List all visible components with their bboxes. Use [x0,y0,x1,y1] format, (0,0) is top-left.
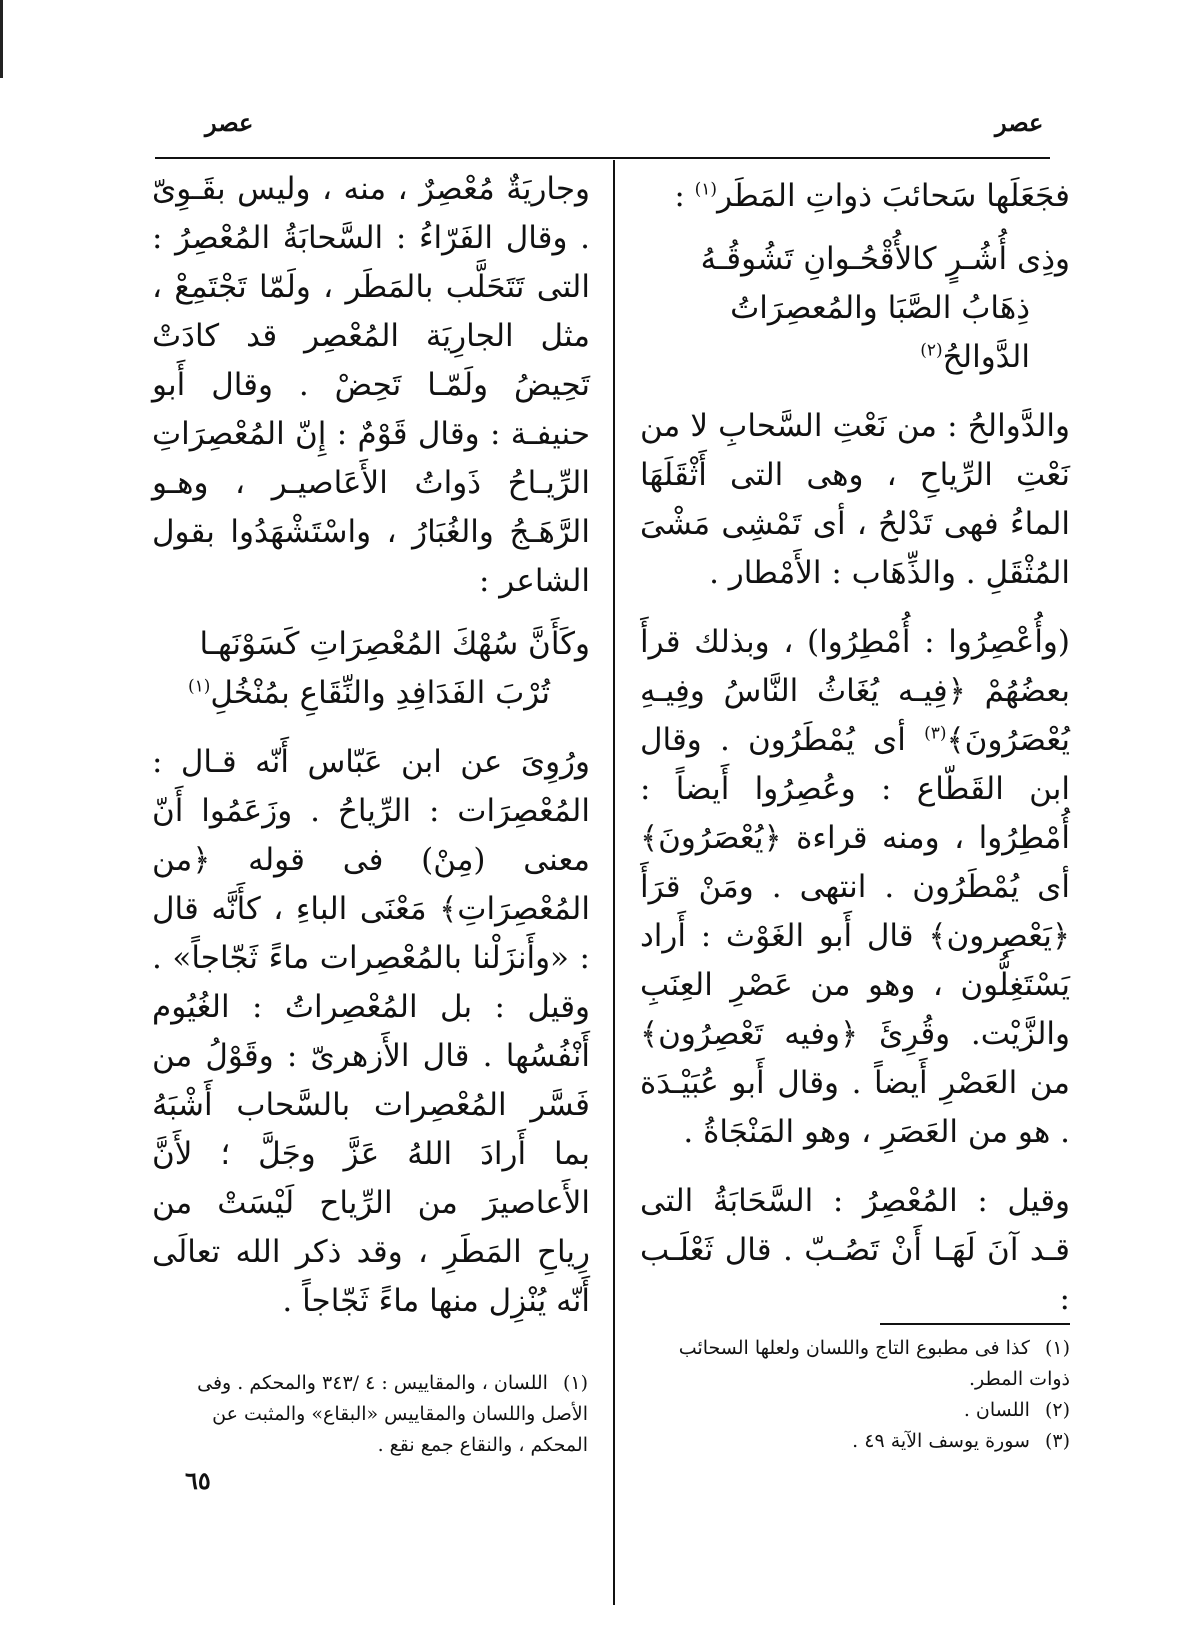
verse-hemistich-1: وكَأَنَّ سُهْكَ المُعْصِرَاتِ كَسَوْنَهـا [199,626,590,662]
paragraph: وجاريَةٌ مُعْصِرٌ ، منه ، وليس بقَـوِىّ . وقال الفَرّاءُ : السَّحابَةُ المُعْصِرُ : التى تَتَحَلَّب بالمَطَر ، ولَمّا تَجْتَمِعْ ، مثل الجارِيَة المُعْصِر قد كادَتْ تَحِيضُ ولَمّـا تَحِضْ . وقال أَبو حنيفـة : وقال قَوْمٌ : إِنّ المُعْصِرَاتِ الرِّيـاحُ ذَواتُ الأَعَاصيـر ، وهـو الرَّهَـجُ والغُبَارُ ، واسْتَشْهَدُوا بقول الشاعر : [152,171,590,599]
paragraph: وقيل : المُعْصِرُ : السَّحَابَةُ التى قـد آنَ لَهَـا أَنْ تَصُـبّ . قال ثَعْلَـب : [640,1183,1070,1317]
poetry-verse [640,235,1070,382]
verse-hemistich-2: تُرْبَ الفَدَافِدِ والنِّقَاعِ بمُنْخُلِ$^{(١)}$ [187,675,550,711]
footnote-marker: (١) [187,676,211,697]
verse-hemistich-1: وذِى أُشُـرٍ كالأُقْحُـوانِ تَشُوقُـهُ [700,241,1070,277]
footnote-rule-right [880,1323,1070,1325]
paragraph: (وأُعْصِرُوا : أُمْطِرُوا) ، وبذلك قرأَ بعضُهُمْ ﴿فِيـه يُغَاثُ النَّاسُ وفِيـهِ يُعْصَرُونَ﴾$^{(٣)}$ أى يُمْطَرُون . وقال ابن القَطّاع : وعُصِرُوا أَيضاً : أُمْطِرُوا ، ومنه قراءة ﴿يُعْصَرُونَ﴾ أى يُمْطَرُون . انتهى . ومَنْ قرَأَ ﴿يَعْصِرون﴾ قال أَبو الغَوْث : أَراد يَسْتَغِلُّون ، وهو من عَصْرِ العِنَبِ والزَّيْت. وقُرِئَ ﴿وفيه تَعْصِرُون﴾ من العَصْرِ أَيضاً . وقال أَبو عُبَيْـدَة . هو من العَصَرِ ، وهو المَنْجَاةُ . [640,624,1070,1150]
footnotes-left [150,1368,588,1461]
scan-edge-mark [0,0,3,78]
footnotes-right [640,1333,1070,1457]
page-number: ٦٥ [185,1466,211,1495]
verse-hemistich-2: ذِهَابُ الصَّبَا والمُعصِرَاتُ الدَّوالحُ$^{(٢)}$ [730,290,1030,375]
footnote: (٢) اللسان . [963,1399,1070,1421]
footnote: (١) اللسان ، والمقاييس : ٤ /٣٤٣ والمحكم . وفى الأصل واللسان والمقاييس «البقاع» والمثبت عن المحكم ، والنقاع جمع نقع . [197,1372,588,1456]
header-rule [155,157,1050,159]
column-divider [613,160,615,1605]
footnote-marker: (٣) [924,723,947,744]
paragraph: والدَّوالحُ : من نَعْتِ السَّحابِ لا من نَعْتِ الرِّياحِ ، وهى التى أَثْقَلَهَا الماءُ فهى تَدْلحُ ، أى تَمْشِى مَشْىَ المُثْقَلِ . والذِّهَاب : الأَمْطار . [640,408,1070,591]
footnote-marker: (٢) [920,340,943,361]
paragraph: فجَعَلَها سَحائبَ ذواتِ المَطَر$^{(١)}$ : [674,178,1070,214]
left-column [152,165,590,1326]
running-header-right: عصر [995,108,1044,137]
right-column [640,172,1070,1324]
footnote: (٣) سورة يوسف الآية ٤٩ . [852,1430,1070,1452]
poetry-verse [152,620,590,718]
footnote-marker: (١) [694,179,718,200]
footnote: (١) كذا فى مطبوع التاج واللسان ولعلها السحائب ذوات المطر. [678,1337,1070,1390]
running-header-left: عصر [205,108,254,137]
paragraph: ورُوِىَ عن ابن عَبّاس أَنّه قـال : المُعْصِرَات : الرِّياحُ . وزَعَمُوا أَنّ معنى (مِنْ) فى قوله ﴿من المُعْصِرَاتِ﴾ مَعْنَى الباءِ ، كأَنَّه قال : «وأَنزَلْنا بالمُعْصِرات ماءً ثَجّاجاً» . وقيل : بل المُعْصِراتُ : الغُيُوم أَنْفُسُها . قال الأَزهرىّ : وقَوْلُ من فَسَّر المُعْصِرات بالسَّحاب أَشْبَهُ بما أَرادَ اللهُ عَزَّ وجَلَّ ؛ لأَنَّ الأَعاصيرَ من الرِّياح لَيْسَتْ من رِياحِ المَطَرِ ، وقد ذكر الله تعالَى أَنّه يُنْزِل منها ماءً ثَجّاجاً . [152,744,590,1319]
